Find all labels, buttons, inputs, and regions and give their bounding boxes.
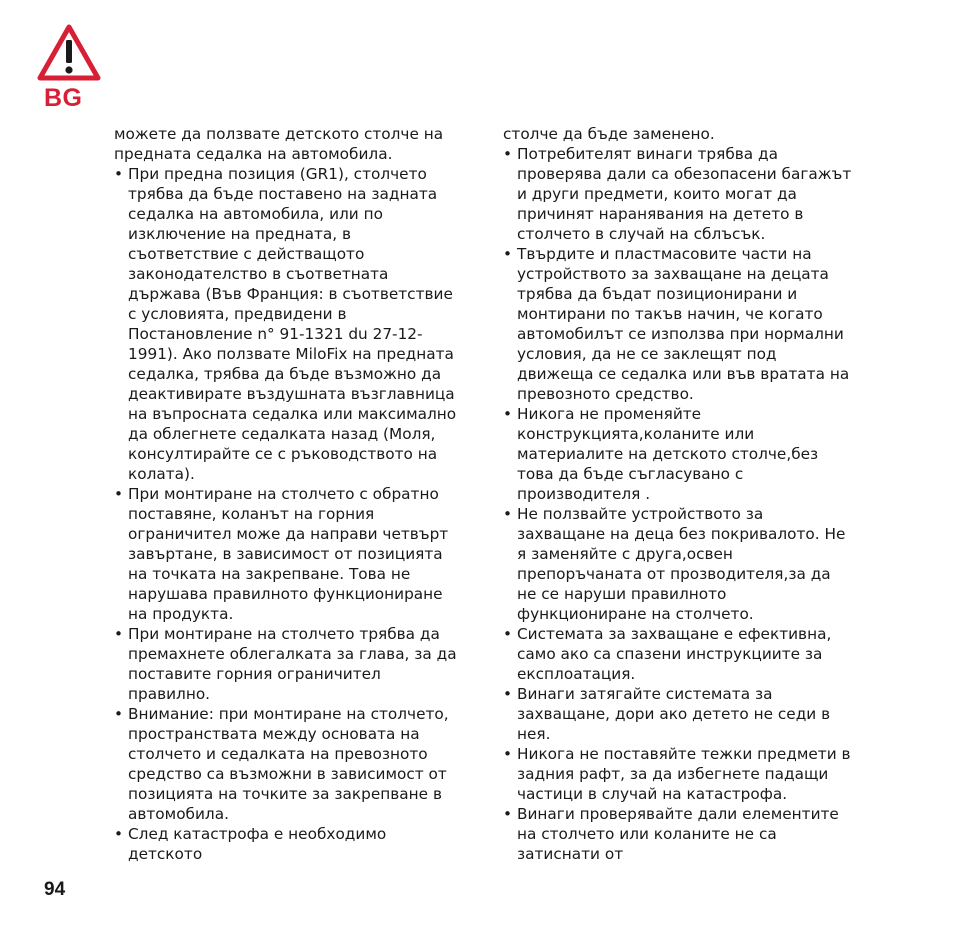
right-bullet-list: [503, 144, 853, 864]
list-item: • Винаги затягайте системата за захващане, дори ако детето не седи в нея.: [503, 684, 853, 744]
warning-triangle-icon: [37, 24, 101, 82]
list-item: • При монтиране на столчето с обратно поставяне, коланът на горния ограничител може да направи четвърт завъртане, в зависимост от позицията на точката на закрепване. Това не нарушава правилното функциониране на продукта.: [114, 484, 459, 624]
list-item: • Потребителят винаги трябва да проверява дали са обезопасени багажът и други предмети, които могат да причинят наранявания на детето в столчето в случай на сблъсък.: [503, 144, 853, 244]
list-item: • Системата за захващане е ефективна, само ако са спазени инструкциите за експлоатация.: [503, 624, 853, 684]
left-column: [114, 124, 459, 864]
list-item: • Не ползвайте устройството за захващане на деца без покривалото. Не я заменяйте с друга,освен препоръчаната от прозводителя,за да не се наруши правилното функциониране на столчето.: [503, 504, 853, 624]
list-item: • Винаги проверявайте дали елементите на столчето или коланите не са затиснати от: [503, 804, 853, 864]
list-item: • Никога не поставяйте тежки предмети в задния рафт, за да избегнете падащи частици в случай на катастрофа.: [503, 744, 853, 804]
list-item: • При предна позиция (GR1), столчето трябва да бъде поставено на задната седалка на автомобила, или по изключение на предната, в съответствие с действащото законодателство в съответната държава (Във Франция: в съответствие с условията, предвидени в Постановление n° 91-1321 du 27-12-1991). Ако ползвате MiloFix на предната седалка, трябва да бъде възможно да деактивирате въздушната възглавница на въпросната седалка или максимално да облегнете седалката назад (Моля, консултирайте се с ръководството на колата).: [114, 164, 459, 484]
list-item: • След катастрофа е необходимо детското: [114, 824, 459, 864]
language-code: BG: [44, 84, 83, 112]
right-lead-text: столче да бъде заменено.: [503, 125, 715, 143]
page-number: 94: [44, 879, 66, 900]
right-column: [503, 124, 853, 864]
list-item: • Никога не променяйте конструкцията,коланите или материалите на детското столче,без това да бъде съгласувано с производителя .: [503, 404, 853, 504]
list-item: • Твърдите и пластмасовите части на устройството за захващане на децата трябва да бъдат позиционирани и монтирани по такъв начин, че когато автомобилът се използва при нормални условия, да не се заклещят под движеща се седалка или във вратата на превозното средство.: [503, 244, 853, 404]
list-item: • При монтиране на столчето трябва да премахнете облегалката за глава, за да поставите горния ограничител правилно.: [114, 624, 459, 704]
left-lead-text: можете да ползвате детското столче на предната седалка на автомобила.: [114, 125, 444, 163]
list-item: • Внимание: при монтиране на столчето, пространствата между основата на столчето и седалката на превозното средство са възможни в зависимост от позицията на точките за закрепване в автомобила.: [114, 704, 459, 824]
left-bullet-list: [114, 164, 459, 864]
